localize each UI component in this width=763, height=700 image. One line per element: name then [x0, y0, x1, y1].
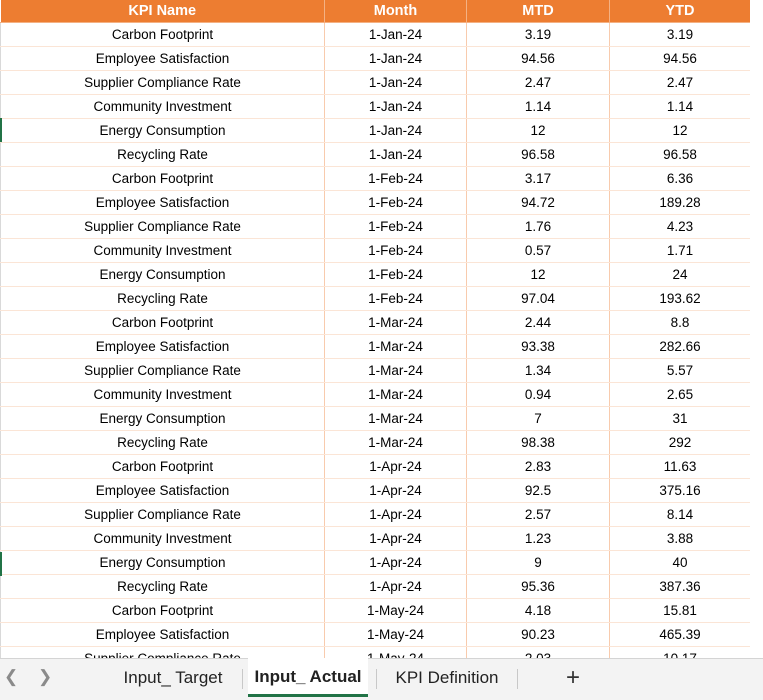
- cell-ytd[interactable]: 5.57: [610, 359, 751, 383]
- table-row: [1, 119, 751, 143]
- cell-mtd[interactable]: 92.5: [467, 479, 610, 503]
- cell-month[interactable]: 1-Apr-24: [325, 527, 467, 551]
- table-row: [1, 599, 751, 623]
- cell-mtd[interactable]: 0.94: [467, 383, 610, 407]
- table-row: [1, 143, 751, 167]
- cell-ytd[interactable]: 189.28: [610, 191, 751, 215]
- cell-month[interactable]: 1-Feb-24: [325, 215, 467, 239]
- cell-ytd[interactable]: 31: [610, 407, 751, 431]
- cell-kpi-name[interactable]: Recycling Rate: [1, 575, 325, 599]
- cell-ytd[interactable]: 94.56: [610, 47, 751, 71]
- cell-kpi-name[interactable]: Recycling Rate: [1, 287, 325, 311]
- cell-kpi-name[interactable]: Energy Consumption: [1, 119, 325, 143]
- cell-month[interactable]: 1-May-24: [325, 599, 467, 623]
- cell-mtd[interactable]: 95.36: [467, 575, 610, 599]
- cell-month[interactable]: 1-Jan-24: [325, 71, 467, 95]
- chevron-right-icon[interactable]: ❯: [38, 667, 53, 686]
- table-row: [1, 167, 751, 191]
- row-selection-marker: [0, 552, 2, 576]
- cell-month[interactable]: 1-Mar-24: [325, 311, 467, 335]
- cell-ytd[interactable]: 8.14: [610, 503, 751, 527]
- table-row: [1, 383, 751, 407]
- table-row: [1, 527, 751, 551]
- cell-month[interactable]: 1-Mar-24: [325, 335, 467, 359]
- cell-kpi-name[interactable]: Energy Consumption: [1, 551, 325, 575]
- cell-mtd[interactable]: 98.38: [467, 431, 610, 455]
- cell-ytd[interactable]: 8.8: [610, 311, 751, 335]
- cell-mtd[interactable]: 94.56: [467, 47, 610, 71]
- cell-ytd[interactable]: 2.47: [610, 71, 751, 95]
- cell-mtd[interactable]: 4.18: [467, 599, 610, 623]
- cell-mtd[interactable]: 12: [467, 119, 610, 143]
- cell-kpi-name[interactable]: Energy Consumption: [1, 407, 325, 431]
- cell-ytd[interactable]: 40: [610, 551, 751, 575]
- cell-kpi-name[interactable]: Employee Satisfaction: [1, 623, 325, 647]
- cell-kpi-name[interactable]: Supplier Compliance Rate: [1, 359, 325, 383]
- cell-kpi-name[interactable]: Employee Satisfaction: [1, 335, 325, 359]
- table-row: [1, 23, 751, 47]
- cell-kpi-name[interactable]: Carbon Footprint: [1, 599, 325, 623]
- cell-month[interactable]: 1-Jan-24: [325, 95, 467, 119]
- table-row: [1, 287, 751, 311]
- table-row: [1, 455, 751, 479]
- cell-mtd[interactable]: 12: [467, 263, 610, 287]
- cell-ytd[interactable]: 1.14: [610, 95, 751, 119]
- cell-mtd[interactable]: 2.57: [467, 503, 610, 527]
- cell-month[interactable]: 1-Jan-24: [325, 47, 467, 71]
- cell-mtd[interactable]: 93.38: [467, 335, 610, 359]
- cell-ytd[interactable]: 15.81: [610, 599, 751, 623]
- cell-mtd[interactable]: 7: [467, 407, 610, 431]
- cell-kpi-name[interactable]: Community Investment: [1, 95, 325, 119]
- cell-kpi-name[interactable]: Employee Satisfaction: [1, 191, 325, 215]
- cell-month[interactable]: 1-Apr-24: [325, 551, 467, 575]
- cell-ytd[interactable]: 193.62: [610, 287, 751, 311]
- table-row: [1, 215, 751, 239]
- cell-kpi-name[interactable]: Carbon Footprint: [1, 23, 325, 47]
- cell-month[interactable]: 1-Feb-24: [325, 287, 467, 311]
- tab-input-actual[interactable]: Input_ Actual: [248, 658, 368, 697]
- cell-month[interactable]: 1-Apr-24: [325, 575, 467, 599]
- cell-month[interactable]: 1-Mar-24: [325, 431, 467, 455]
- row-selection-marker: [0, 118, 2, 142]
- table-row: [1, 479, 751, 503]
- table-row: [1, 407, 751, 431]
- cell-kpi-name[interactable]: Community Investment: [1, 239, 325, 263]
- cell-month[interactable]: 1-Mar-24: [325, 383, 467, 407]
- cell-ytd[interactable]: 282.66: [610, 335, 751, 359]
- cell-kpi-name[interactable]: Carbon Footprint: [1, 167, 325, 191]
- cell-mtd[interactable]: 1.23: [467, 527, 610, 551]
- cell-mtd[interactable]: 1.14: [467, 95, 610, 119]
- sheet-tab-bar: [0, 658, 763, 700]
- header-kpi-name[interactable]: KPI Name: [1, 0, 325, 23]
- cell-mtd[interactable]: 0.57: [467, 239, 610, 263]
- cell-mtd[interactable]: 97.04: [467, 287, 610, 311]
- header-mtd[interactable]: MTD: [467, 0, 610, 23]
- table-row: [1, 551, 751, 575]
- cell-ytd[interactable]: 375.16: [610, 479, 751, 503]
- cell-mtd[interactable]: 90.23: [467, 623, 610, 647]
- tab-divider: [376, 669, 377, 689]
- table-row: [1, 335, 751, 359]
- cell-ytd[interactable]: 387.36: [610, 575, 751, 599]
- cell-ytd[interactable]: 11.63: [610, 455, 751, 479]
- tab-divider: [517, 669, 518, 689]
- cell-mtd[interactable]: 3.17: [467, 167, 610, 191]
- cell-kpi-name[interactable]: Employee Satisfaction: [1, 479, 325, 503]
- table-row: [1, 263, 751, 287]
- cell-month[interactable]: 1-Feb-24: [325, 239, 467, 263]
- table-row: [1, 311, 751, 335]
- cell-month[interactable]: 1-Apr-24: [325, 503, 467, 527]
- cell-ytd[interactable]: 1.71: [610, 239, 751, 263]
- table-row: [1, 239, 751, 263]
- cell-kpi-name[interactable]: Community Investment: [1, 383, 325, 407]
- cell-month[interactable]: 1-Mar-24: [325, 407, 467, 431]
- tab-kpi-definition[interactable]: KPI Definition: [395, 668, 499, 687]
- cell-kpi-name[interactable]: Employee Satisfaction: [1, 47, 325, 71]
- table-row: [1, 359, 751, 383]
- header-month[interactable]: Month: [325, 0, 467, 23]
- table-row: [1, 623, 751, 647]
- cell-month[interactable]: 1-Jan-24: [325, 119, 467, 143]
- cell-kpi-name[interactable]: Supplier Compliance Rate: [1, 215, 325, 239]
- cell-mtd[interactable]: 2.83: [467, 455, 610, 479]
- cell-month[interactable]: 1-Mar-24: [325, 359, 467, 383]
- cell-mtd[interactable]: 2.44: [467, 311, 610, 335]
- cell-month[interactable]: 1-Feb-24: [325, 191, 467, 215]
- cell-ytd[interactable]: 24: [610, 263, 751, 287]
- table-row: [1, 47, 751, 71]
- header-ytd[interactable]: YTD: [610, 0, 751, 23]
- table-row: [1, 575, 751, 599]
- cell-ytd[interactable]: 4.23: [610, 215, 751, 239]
- cell-mtd[interactable]: 3.19: [467, 23, 610, 47]
- cell-ytd[interactable]: 3.19: [610, 23, 751, 47]
- cell-kpi-name[interactable]: Carbon Footprint: [1, 311, 325, 335]
- tab-divider: [242, 669, 243, 689]
- cell-mtd[interactable]: 1.76: [467, 215, 610, 239]
- cell-kpi-name[interactable]: Supplier Compliance Rate: [1, 503, 325, 527]
- table-row: [1, 503, 751, 527]
- cell-mtd[interactable]: 2.47: [467, 71, 610, 95]
- cell-kpi-name[interactable]: Carbon Footprint: [1, 455, 325, 479]
- cell-ytd[interactable]: 96.58: [610, 143, 751, 167]
- cell-kpi-name[interactable]: Community Investment: [1, 527, 325, 551]
- cell-ytd[interactable]: 292: [610, 431, 751, 455]
- cell-month[interactable]: 1-May-24: [325, 623, 467, 647]
- cell-ytd[interactable]: 12: [610, 119, 751, 143]
- add-sheet-icon[interactable]: +: [566, 664, 581, 691]
- cell-month[interactable]: 1-Feb-24: [325, 167, 467, 191]
- cell-ytd[interactable]: 3.88: [610, 527, 751, 551]
- table-row: [1, 71, 751, 95]
- table-row: [1, 95, 751, 119]
- header-row: [1, 0, 751, 23]
- cell-kpi-name[interactable]: Recycling Rate: [1, 143, 325, 167]
- cell-month[interactable]: 1-Apr-24: [325, 479, 467, 503]
- cell-mtd[interactable]: 96.58: [467, 143, 610, 167]
- chevron-left-icon[interactable]: ❮: [4, 667, 19, 686]
- cell-mtd[interactable]: 94.72: [467, 191, 610, 215]
- cell-kpi-name[interactable]: Energy Consumption: [1, 263, 325, 287]
- cell-month[interactable]: 1-Feb-24: [325, 263, 467, 287]
- grid-right-gap: [750, 0, 763, 658]
- cell-ytd[interactable]: 2.65: [610, 383, 751, 407]
- cell-ytd[interactable]: 465.39: [610, 623, 751, 647]
- cell-mtd[interactable]: 9: [467, 551, 610, 575]
- cell-mtd[interactable]: 1.34: [467, 359, 610, 383]
- table-row: [1, 431, 751, 455]
- table-row: [1, 191, 751, 215]
- cell-month[interactable]: 1-Jan-24: [325, 143, 467, 167]
- cell-kpi-name[interactable]: Supplier Compliance Rate: [1, 71, 325, 95]
- cell-ytd[interactable]: 6.36: [610, 167, 751, 191]
- cell-kpi-name[interactable]: Recycling Rate: [1, 431, 325, 455]
- tab-input-target[interactable]: Input_ Target: [123, 668, 223, 687]
- cell-month[interactable]: 1-Jan-24: [325, 23, 467, 47]
- cell-month[interactable]: 1-Apr-24: [325, 455, 467, 479]
